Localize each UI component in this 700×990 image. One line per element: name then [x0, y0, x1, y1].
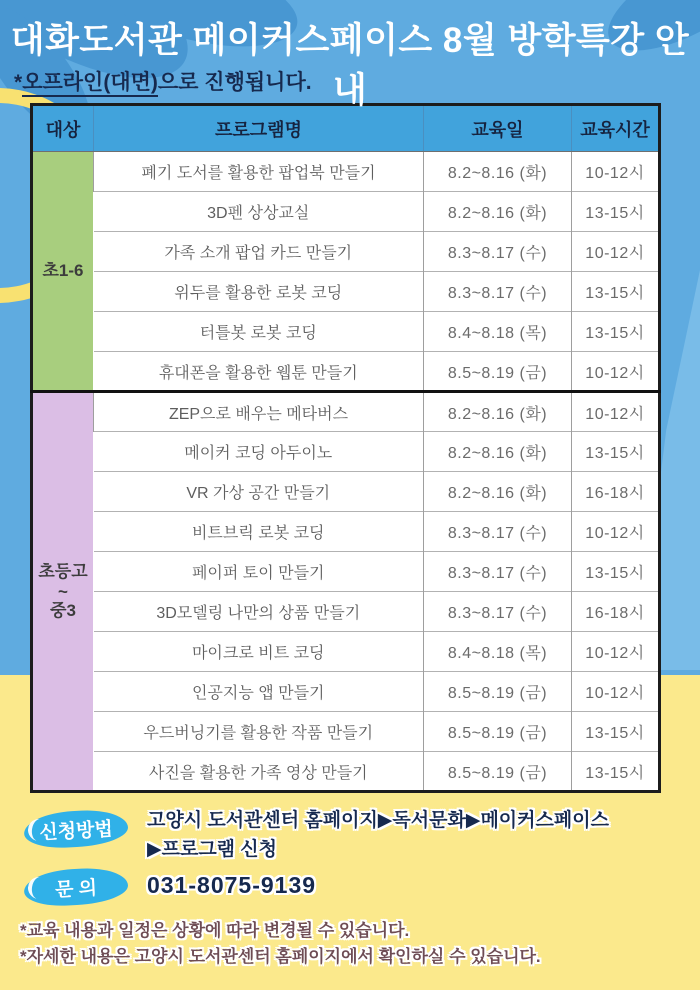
time-cell: 10-12시 — [572, 352, 660, 392]
col-header-program: 프로그램명 — [94, 105, 424, 152]
time-cell: 10-12시 — [572, 672, 660, 712]
program-cell: ZEP으로 배우는 메타버스 — [94, 392, 424, 432]
apply-method-text — [147, 806, 647, 864]
table-row — [32, 312, 660, 352]
date-cell: 8.3~8.17 (수) — [424, 232, 572, 272]
table-row — [32, 392, 660, 432]
table-row — [32, 432, 660, 472]
target-cell: 초등고 ~ 중3 — [32, 392, 94, 792]
table-row — [32, 232, 660, 272]
time-cell: 16-18시 — [572, 472, 660, 512]
date-cell: 8.3~8.17 (수) — [424, 592, 572, 632]
table-row — [32, 512, 660, 552]
time-cell: 13-15시 — [572, 272, 660, 312]
date-cell: 8.4~8.18 (목) — [424, 632, 572, 672]
time-cell: 13-15시 — [572, 712, 660, 752]
program-cell: 마이크로 비트 코딩 — [94, 632, 424, 672]
date-cell: 8.5~8.19 (금) — [424, 752, 572, 792]
date-cell: 8.2~8.16 (화) — [424, 192, 572, 232]
table-row — [32, 472, 660, 512]
table-row — [32, 712, 660, 752]
footnote-1: *교육 내용과 일정은 상황에 따라 변경될 수 있습니다. — [20, 921, 410, 940]
date-cell: 8.2~8.16 (화) — [424, 472, 572, 512]
schedule-table — [30, 103, 661, 793]
contact-badge: 문 의 — [23, 866, 129, 907]
time-cell: 13-15시 — [572, 752, 660, 792]
program-cell: 페이퍼 토이 만들기 — [94, 552, 424, 592]
date-cell: 8.2~8.16 (화) — [424, 432, 572, 472]
date-cell: 8.4~8.18 (목) — [424, 312, 572, 352]
time-cell: 10-12시 — [572, 232, 660, 272]
time-cell: 13-15시 — [572, 312, 660, 352]
date-cell: 8.5~8.19 (금) — [424, 672, 572, 712]
offline-notice — [14, 66, 312, 96]
time-cell: 13-15시 — [572, 552, 660, 592]
date-cell: 8.5~8.19 (금) — [424, 712, 572, 752]
program-cell: 3D펜 상상교실 — [94, 192, 424, 232]
time-cell: 13-15시 — [572, 192, 660, 232]
table-row — [32, 352, 660, 392]
program-cell: 가족 소개 팝업 카드 만들기 — [94, 232, 424, 272]
apply-method-badge: 신청방법 — [23, 808, 129, 849]
table-row — [32, 752, 660, 792]
program-cell: 위두를 활용한 로봇 코딩 — [94, 272, 424, 312]
date-cell: 8.3~8.17 (수) — [424, 552, 572, 592]
target-cell: 초1-6 — [32, 152, 94, 392]
time-cell: 16-18시 — [572, 592, 660, 632]
program-cell: 사진을 활용한 가족 영상 만들기 — [94, 752, 424, 792]
notice-star: * — [14, 71, 23, 94]
table-row — [32, 592, 660, 632]
time-cell: 10-12시 — [572, 632, 660, 672]
program-cell: 메이커 코딩 아두이노 — [94, 432, 424, 472]
date-cell: 8.3~8.17 (수) — [424, 272, 572, 312]
schedule-body — [32, 152, 660, 792]
notice-rest: 으로 진행됩니다. — [157, 71, 312, 94]
program-cell: 휴대폰을 활용한 웹툰 만들기 — [94, 352, 424, 392]
program-cell: 폐기 도서를 활용한 팝업북 만들기 — [94, 152, 424, 192]
apply-method-line1: 고양시 도서관센터 홈페이지▶독서문화▶메이커스페이스 — [147, 810, 609, 831]
date-cell: 8.2~8.16 (화) — [424, 392, 572, 432]
table-row — [32, 192, 660, 232]
page-title: 대화도서관 메이커스페이스 8월 방학특강 안내 — [10, 21, 690, 110]
program-cell: 인공지능 앱 만들기 — [94, 672, 424, 712]
program-cell: 터틀봇 로봇 코딩 — [94, 312, 424, 352]
contact-phone: 031-8075-9139 — [147, 872, 317, 898]
program-cell: 비트브릭 로봇 코딩 — [94, 512, 424, 552]
table-row — [32, 272, 660, 312]
time-cell: 13-15시 — [572, 432, 660, 472]
date-cell: 8.5~8.19 (금) — [424, 352, 572, 392]
time-cell: 10-12시 — [572, 152, 660, 192]
time-cell: 10-12시 — [572, 512, 660, 552]
col-header-time: 교육시간 — [572, 105, 660, 152]
date-cell: 8.3~8.17 (수) — [424, 512, 572, 552]
table-row — [32, 152, 660, 192]
notice-underlined: 오프라인(대면) — [22, 71, 158, 97]
program-cell: 우드버닝기를 활용한 작품 만들기 — [94, 712, 424, 752]
table-row — [32, 672, 660, 712]
date-cell: 8.2~8.16 (화) — [424, 152, 572, 192]
footnote-2: *자세한 내용은 고양시 도서관센터 홈페이지에서 확인하실 수 있습니다. — [20, 947, 541, 966]
col-header-target: 대상 — [32, 105, 94, 152]
table-row — [32, 552, 660, 592]
program-cell: VR 가상 공간 만들기 — [94, 472, 424, 512]
apply-method-line2: ▶프로그램 신청 — [147, 839, 278, 860]
footnotes — [20, 918, 541, 970]
time-cell: 10-12시 — [572, 392, 660, 432]
program-cell: 3D모델링 나만의 상품 만들기 — [94, 592, 424, 632]
col-header-date: 교육일 — [424, 105, 572, 152]
table-row — [32, 632, 660, 672]
